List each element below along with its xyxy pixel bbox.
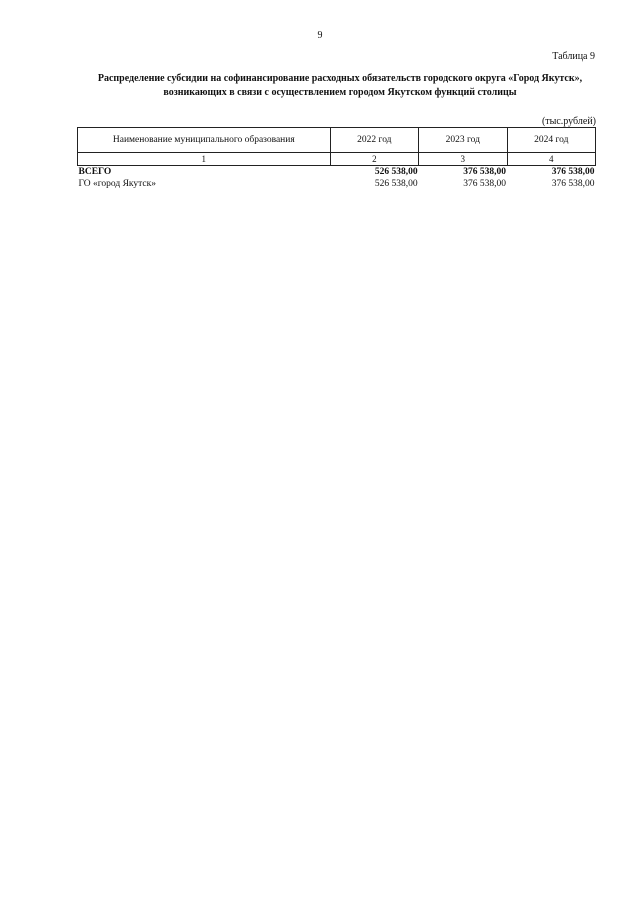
table-row [78, 178, 596, 190]
header-2022: 2022 год [330, 128, 418, 153]
table-label: Таблица 9 [552, 51, 595, 62]
units-label: (тыс.рублей) [541, 116, 596, 127]
column-index-row [78, 153, 596, 166]
value-2022: 526 538,00 [374, 179, 418, 189]
header-2024: 2024 год [507, 128, 595, 153]
subsidy-table [77, 127, 596, 190]
document-title [60, 72, 620, 100]
header-municipality: Наименование муниципального образования [78, 128, 331, 153]
value-2022: 526 538,00 [374, 167, 418, 177]
column-index: 4 [507, 153, 595, 166]
value-2023: 376 538,00 [463, 167, 507, 177]
value-2023: 376 538,00 [463, 179, 507, 189]
table-header-row [78, 128, 596, 153]
value-2024: 376 538,00 [551, 167, 595, 177]
row-name: ГО «город Якутск» [78, 179, 157, 189]
row-name: ВСЕГО [78, 167, 112, 177]
column-index: 2 [330, 153, 418, 166]
column-index: 1 [78, 153, 331, 166]
value-2024: 376 538,00 [551, 179, 595, 189]
title-line-1: Распределение субсидии на софинансирование расходных обязательств городского округа «Город Якутск», [97, 73, 583, 84]
column-index: 3 [419, 153, 507, 166]
title-line-2: возникающих в связи с осуществлением городом Якутском функций столицы [163, 87, 517, 98]
page-number: 9 [317, 30, 323, 41]
table-row-total [78, 166, 596, 179]
header-2023: 2023 год [419, 128, 507, 153]
